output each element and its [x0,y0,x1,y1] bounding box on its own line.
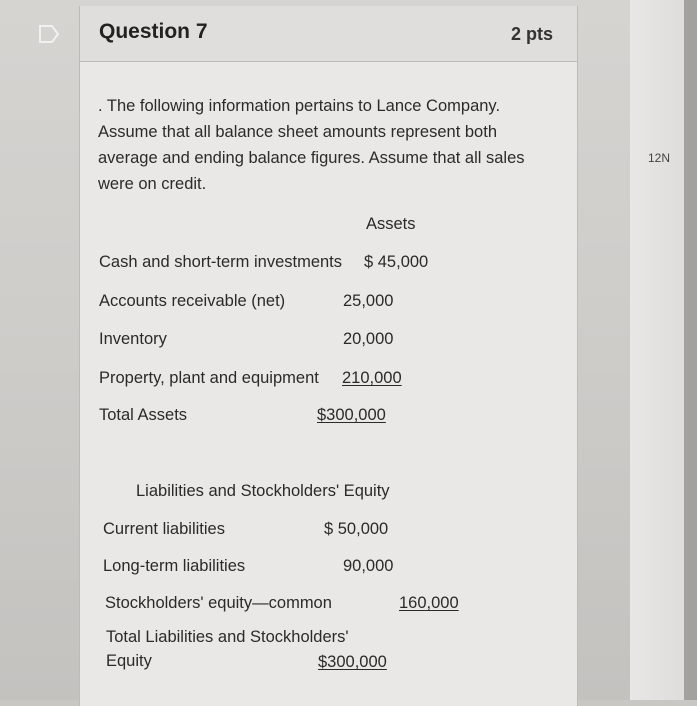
liability-label: Long-term liabilities [103,557,246,575]
flag-icon[interactable] [38,24,62,44]
asset-value: 20,000 [343,330,394,348]
question-intro [98,93,548,197]
question-title: Question 7 [99,20,208,43]
liability-label: Current liabilities [103,520,225,538]
total-assets-value: $300,000 [317,406,386,424]
asset-value: 210,000 [342,369,402,387]
liability-label: Stockholders' equity—common [105,594,332,612]
scrollbar[interactable] [684,0,697,700]
asset-label: Inventory [99,330,167,348]
intro-line: average and ending balance figures. Assume that all sales [98,149,525,167]
asset-label: Cash and short-term investments [99,253,343,271]
intro-line: . The following information pertains to Lance Company. [98,97,501,115]
side-panel-label: 12N [648,151,671,165]
asset-value: 25,000 [343,292,394,310]
intro-line: were on credit. [98,175,207,193]
total-liabilities-label: Total Liabilities and Stockholders' [106,628,349,646]
asset-label: Total Assets [99,406,188,424]
asset-label: Property, plant and equipment [99,369,319,387]
asset-label: Accounts receivable (net) [99,292,286,310]
intro-line: Assume that all balance sheet amounts represent both [98,123,497,141]
total-liabilities-label-cont: Equity [106,652,152,670]
liability-value: 160,000 [399,594,459,612]
liabilities-heading: Liabilities and Stockholders' Equity [136,482,390,500]
total-liabilities-value: $300,000 [318,653,387,671]
liability-value: 90,000 [343,557,394,575]
question-points: 2 pts [510,24,553,44]
asset-value: $ 45,000 [364,253,429,271]
liability-value: $ 50,000 [324,520,389,538]
question-header [80,6,577,62]
assets-heading: Assets [366,215,416,233]
